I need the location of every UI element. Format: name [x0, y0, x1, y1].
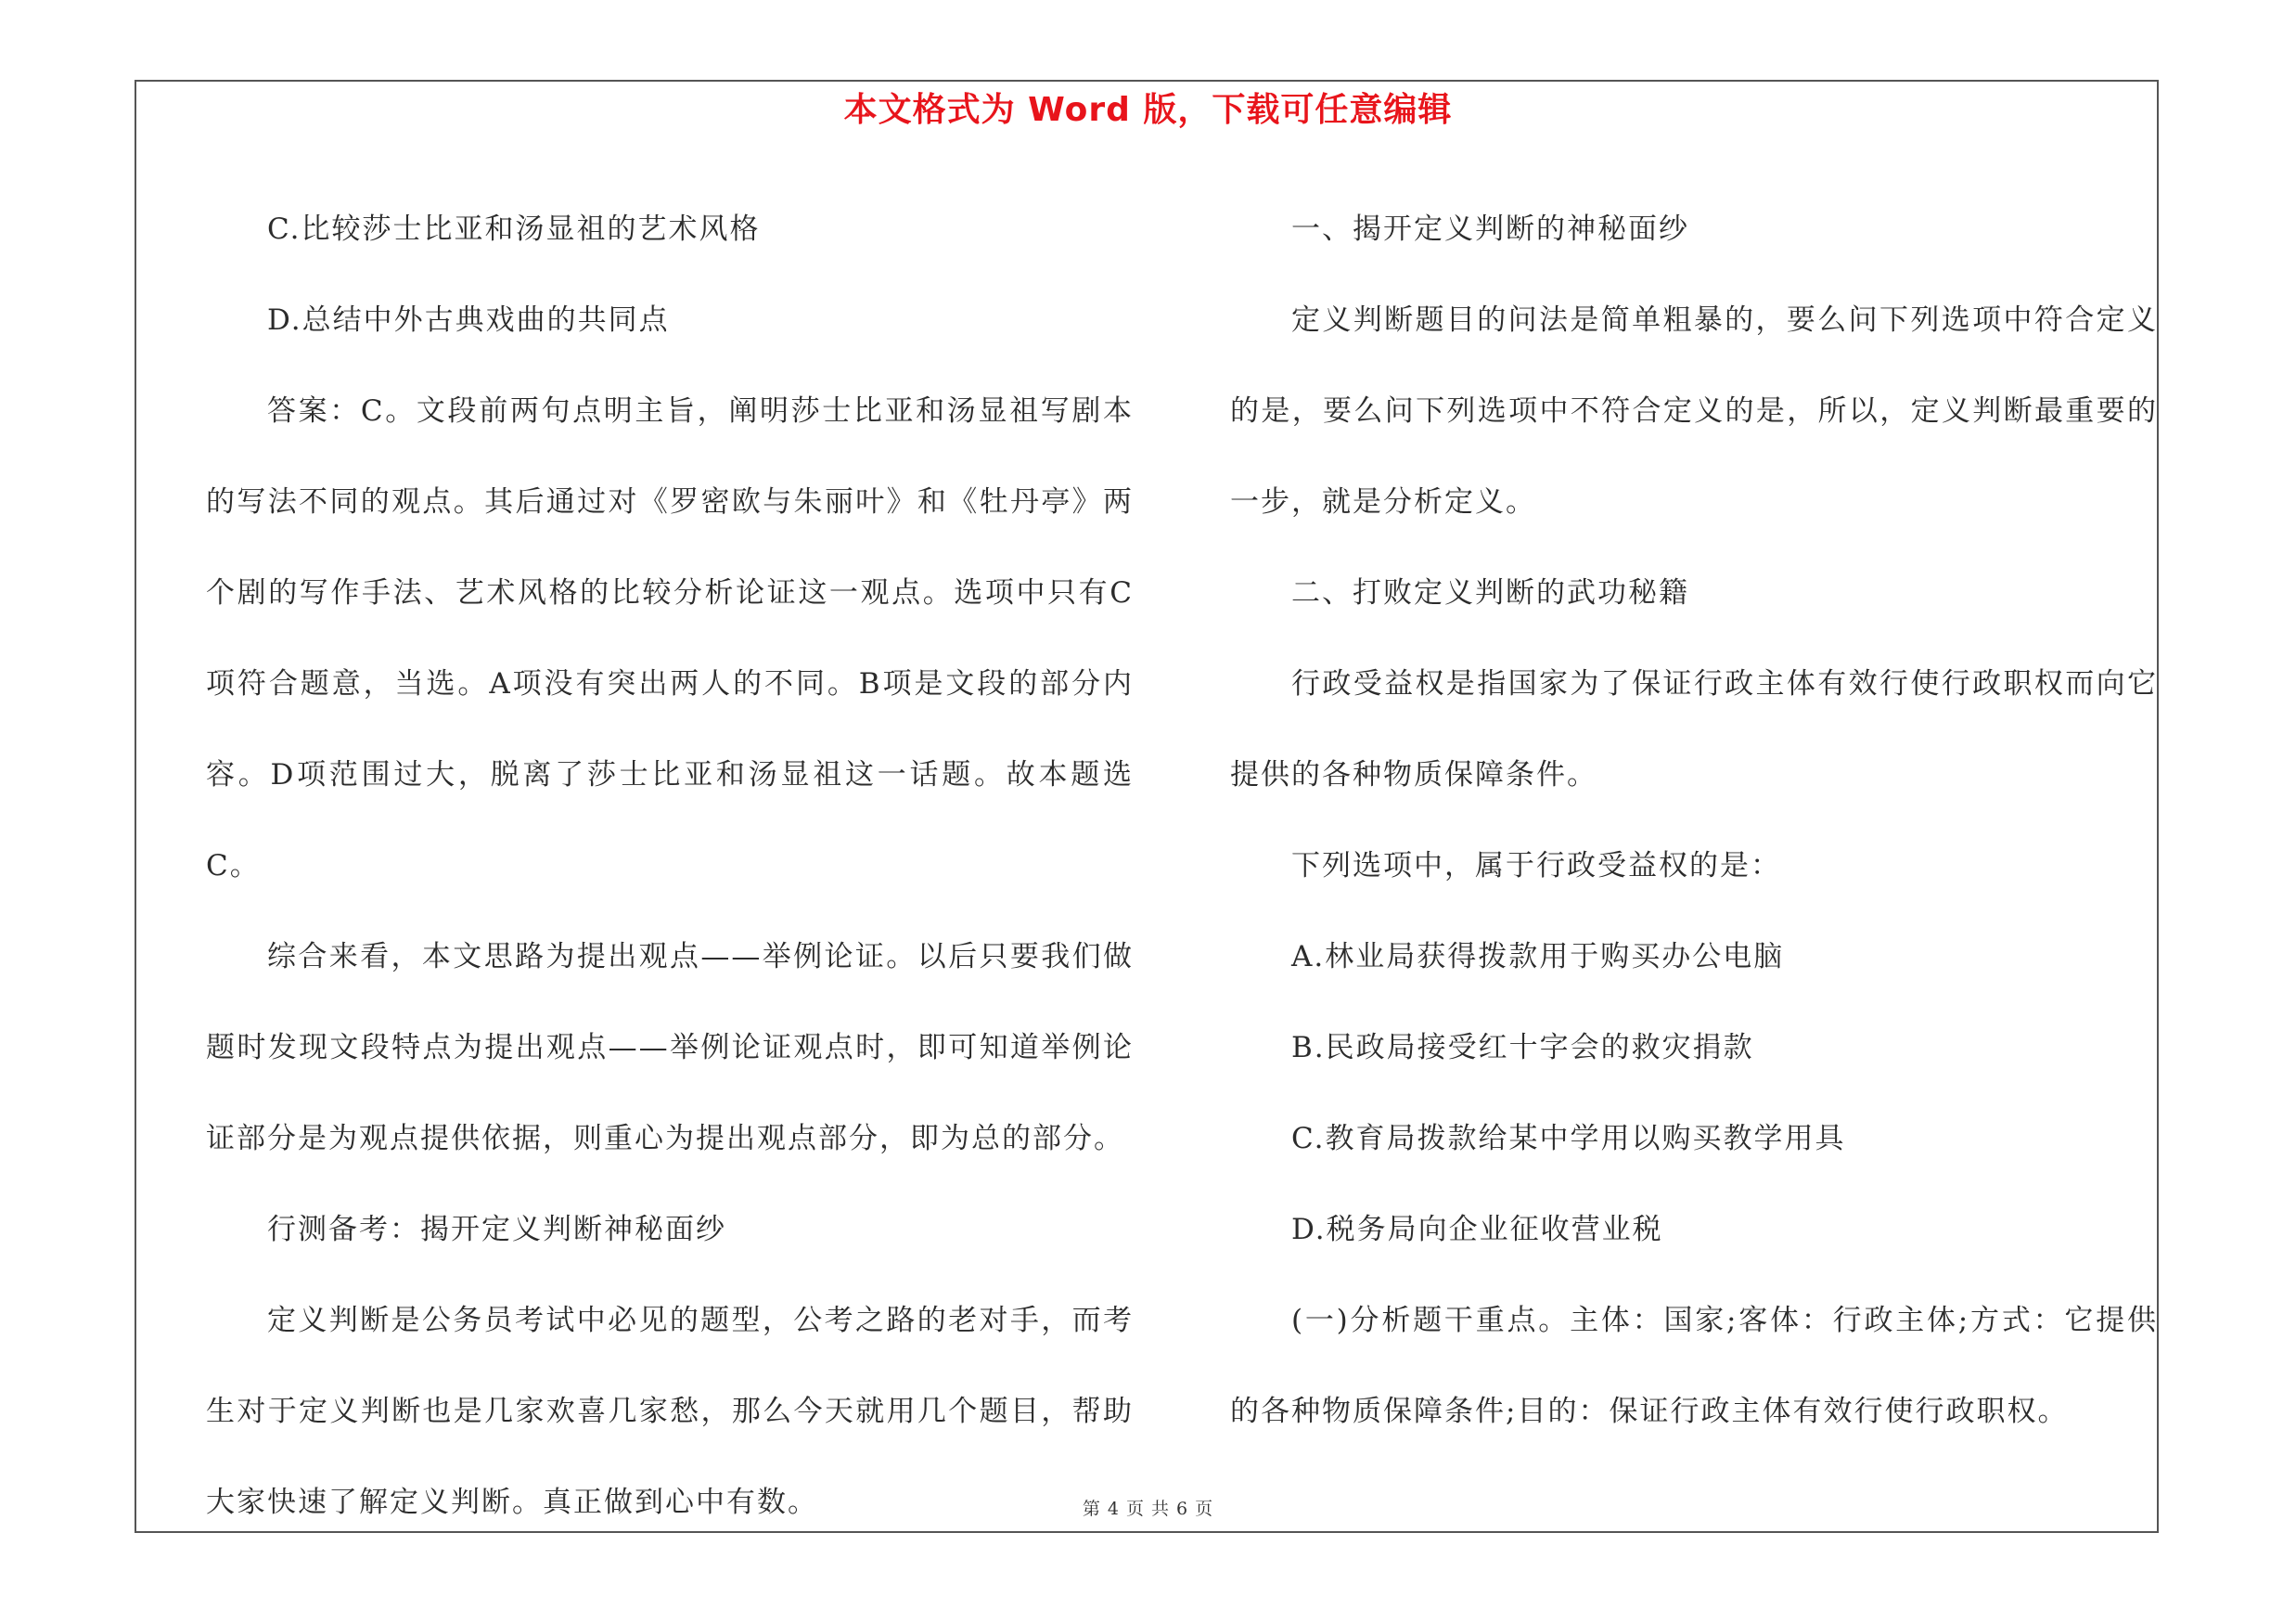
- paragraph: 综合来看，本文思路为提出观点——举例论证。以后只要我们做题时发现文段特点为提出观点——举例论证观点时，即可知道举例论证部分是为观点提供依据，则重心为提出观点部分，即为总的部分。: [206, 940, 1134, 1155]
- paragraph: 定义判断是公务员考试中必见的题型，公考之路的老对手，而考生对于定义判断也是几家欢喜几家愁，那么今天就用几个题目，帮助大家快速了解定义判断。真正做到心中有数。: [206, 1304, 1134, 1519]
- paragraph: 下列选项中，属于行政受益权的是：: [1291, 849, 1781, 882]
- page-number-footer: 第 4 页 共 6 页: [1082, 1499, 1214, 1519]
- paragraph: D.总结中外古典戏曲的共同点: [267, 303, 670, 337]
- option-d: D.税务局向企业征收营业税: [1291, 1213, 1663, 1246]
- right-text-column: [1230, 184, 2158, 1457]
- paragraph: 答案：C。文段前两句点明主旨，阐明莎士比亚和汤显祖写剧本的写法不同的观点。其后通过对《罗密欧与朱丽叶》和《牡丹亭》两个剧的写作手法、艺术风格的比较分析论证这一观点。选项中只有C项符合题意，当选。A项没有突出两人的不同。B项是文段的部分内容。D项范围过大，脱离了莎士比亚和汤显祖这一话题。故本题选C。: [206, 394, 1134, 882]
- paragraph: 行政受益权是指国家为了保证行政主体有效行使行政职权而向它提供的各种物质保障条件。: [1230, 667, 2158, 792]
- option-c: C.教育局拨款给某中学用以购买教学用具: [1291, 1122, 1846, 1155]
- option-a: A.林业局获得拨款用于购买办公电脑: [1291, 940, 1785, 973]
- paragraph: (一)分析题干重点。主体：国家;客体：行政主体;方式：它提供的各种物质保障条件;目的：保证行政主体有效行使行政职权。: [1230, 1304, 2158, 1428]
- section-heading: 一、揭开定义判断的神秘面纱: [1291, 213, 1689, 246]
- section-heading: 二、打败定义判断的武功秘籍: [1291, 576, 1689, 610]
- paragraph: 定义判断题目的问法是简单粗暴的，要么问下列选项中符合定义的是，要么问下列选项中不符合定义的是，所以，定义判断最重要的一步，就是分析定义。: [1230, 303, 2158, 519]
- paragraph: C.比较莎士比亚和汤显祖的艺术风格: [267, 213, 761, 246]
- section-heading: 行测备考：揭开定义判断神秘面纱: [267, 1213, 726, 1246]
- format-notice-banner: 本文格式为 Word 版，下载可任意编辑: [843, 91, 1453, 129]
- option-b: B.民政局接受红十字会的救灾捐款: [1291, 1031, 1754, 1064]
- left-text-column: [206, 184, 1134, 1548]
